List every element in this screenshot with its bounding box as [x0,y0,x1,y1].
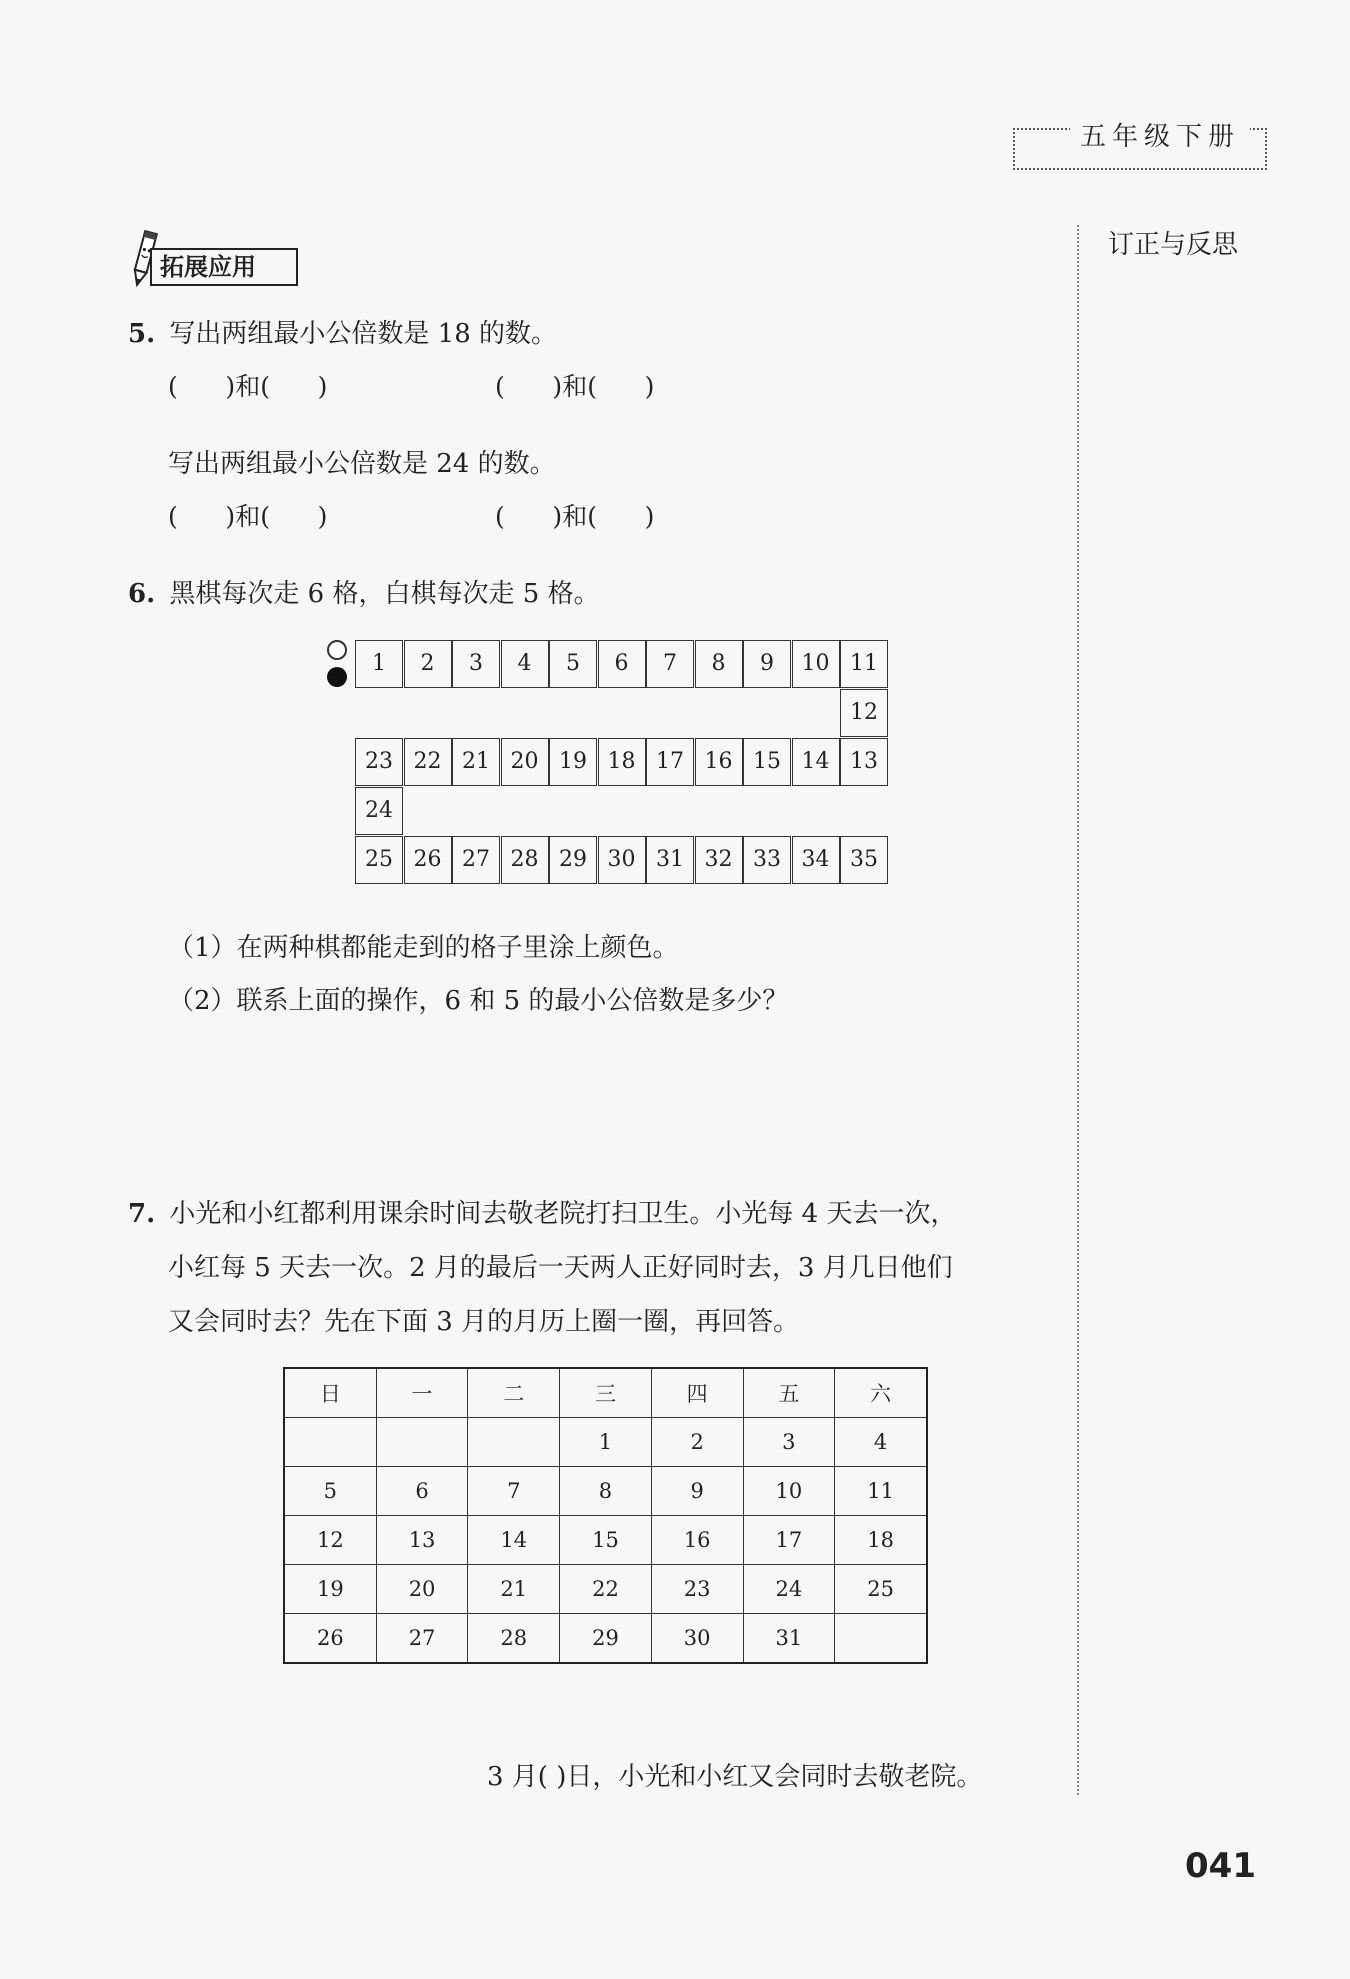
board-cell[interactable]: 17 [646,738,694,786]
board-cell[interactable]: 15 [743,738,791,786]
board-cell[interactable]: 27 [452,836,500,884]
board-cell[interactable]: 31 [646,836,694,884]
board-cell[interactable]: 11 [840,640,888,688]
q5-line [128,313,557,350]
calendar-day-cell[interactable]: 25 [835,1565,927,1614]
page-number: 041 [1185,1846,1256,1886]
weekday-sun: 日 [284,1368,376,1418]
board-cell[interactable]: 14 [792,738,840,786]
board-cell[interactable]: 7 [646,640,694,688]
board-cell[interactable]: 3 [452,640,500,688]
board-cell[interactable]: 4 [501,640,549,688]
board-cell[interactable]: 6 [598,640,646,688]
calendar-day-cell[interactable]: 2 [651,1418,743,1467]
q7-answer[interactable]: 3 月( )日，小光和小红又会同时去敬老院。 [487,1762,983,1792]
calendar-day-cell[interactable]: 31 [743,1614,835,1664]
calendar-day-cell[interactable]: 4 [835,1418,927,1467]
calendar-day-cell[interactable]: 22 [560,1565,652,1614]
board-cell[interactable]: 1 [355,640,403,688]
white-stone-icon [327,640,347,660]
calendar-week-row [284,1565,927,1614]
board-cell[interactable]: 26 [404,836,452,884]
margin-divider [1077,225,1079,1795]
board-cell[interactable]: 19 [549,738,597,786]
q6-sub-2: （2）联系上面的操作，6 和 5 的最小公倍数是多少？ [168,986,789,1016]
q7-text-2: 小红每 5 天去一次。2 月的最后一天两人正好同时去，3 月几日他们 [168,1253,953,1283]
board-cell[interactable]: 32 [695,836,743,884]
board-cell[interactable]: 9 [743,640,791,688]
calendar-day-cell[interactable]: 5 [284,1467,376,1516]
board-cell[interactable]: 13 [840,738,888,786]
calendar-day-cell[interactable]: 23 [651,1565,743,1614]
q7-text-3: 又会同时去？先在下面 3 月的月历上圈一圈，再回答。 [168,1307,800,1337]
calendar-day-cell[interactable]: 9 [651,1467,743,1516]
weekday-fri: 五 [743,1368,835,1418]
q6-sub-1: （1）在两种棋都能走到的格子里涂上颜色。 [168,933,679,963]
calendar-week-row [284,1467,927,1516]
q6-line [128,573,600,610]
calendar-day-cell[interactable]: 27 [376,1614,468,1664]
section-title: 拓展应用 [150,248,298,286]
calendar-day-cell[interactable]: 28 [468,1614,560,1664]
board-cell[interactable]: 29 [549,836,597,884]
board-cell[interactable]: 2 [404,640,452,688]
q5-prompt-1: 写出两组最小公倍数是 18 的数。 [169,319,558,349]
calendar-week-row [284,1516,927,1565]
calendar-day-cell[interactable]: 1 [560,1418,652,1467]
calendar-day-cell[interactable]: 13 [376,1516,468,1565]
margin-title: 订正与反思 [1108,230,1239,260]
calendar-day-cell[interactable]: 17 [743,1516,835,1565]
board-cell[interactable]: 34 [792,836,840,884]
calendar-week-row [284,1418,927,1467]
weekday-tue: 二 [468,1368,560,1418]
q5-blank-1b[interactable]: ( )和( ) [495,372,655,401]
board-cell[interactable]: 8 [695,640,743,688]
board-cell[interactable]: 21 [452,738,500,786]
board-cell[interactable]: 22 [404,738,452,786]
q5-number: 5. [128,319,156,349]
calendar-day-cell[interactable]: 19 [284,1565,376,1614]
calendar-day-cell[interactable]: 6 [376,1467,468,1516]
q6-number: 6. [128,579,156,609]
calendar-header-row [284,1368,927,1418]
board-cell[interactable]: 16 [695,738,743,786]
board-cell[interactable]: 10 [792,640,840,688]
calendar-day-cell[interactable] [468,1418,560,1467]
calendar-day-cell[interactable]: 29 [560,1614,652,1664]
q5-prompt-2: 写出两组最小公倍数是 24 的数。 [168,449,556,479]
march-calendar [283,1367,928,1664]
q5-blank-2a[interactable]: ( )和( ) [168,502,328,531]
weekday-thu: 四 [651,1368,743,1418]
calendar-day-cell[interactable] [376,1418,468,1467]
calendar-day-cell[interactable]: 16 [651,1516,743,1565]
calendar-day-cell[interactable]: 20 [376,1565,468,1614]
board-cell[interactable]: 28 [501,836,549,884]
q5-blank-2b[interactable]: ( )和( ) [495,502,655,531]
calendar-day-cell[interactable]: 7 [468,1467,560,1516]
board-cell[interactable]: 12 [840,689,888,737]
calendar-day-cell[interactable]: 8 [560,1467,652,1516]
q6-prompt: 黑棋每次走 6 格，白棋每次走 5 格。 [169,579,600,609]
board-cell[interactable]: 30 [598,836,646,884]
board-cell[interactable]: 23 [355,738,403,786]
grade-label: 五年级下册 [1070,116,1250,153]
q7-text-1: 小光和小红都利用课余时间去敬老院打扫卫生。小光每 4 天去一次， [169,1199,957,1229]
calendar-day-cell[interactable]: 18 [835,1516,927,1565]
q7-line-1 [128,1193,957,1230]
board-cell[interactable]: 35 [840,836,888,884]
calendar-day-cell[interactable]: 14 [468,1516,560,1565]
q5-blank-1a[interactable]: ( )和( ) [168,372,328,401]
q7-number: 7. [128,1199,156,1229]
calendar-day-cell[interactable]: 26 [284,1614,376,1664]
calendar-day-cell[interactable] [835,1614,927,1664]
weekday-sat: 六 [835,1368,927,1418]
board-cell[interactable]: 25 [355,836,403,884]
calendar-day-cell[interactable] [284,1418,376,1467]
board-cell[interactable]: 20 [501,738,549,786]
black-stone-icon [327,667,347,687]
board-cell[interactable]: 18 [598,738,646,786]
weekday-mon: 一 [376,1368,468,1418]
calendar-day-cell[interactable]: 11 [835,1467,927,1516]
calendar-day-cell[interactable]: 3 [743,1418,835,1467]
board-cell[interactable]: 24 [355,787,403,835]
calendar-day-cell[interactable]: 10 [743,1467,835,1516]
calendar-day-cell[interactable]: 30 [651,1614,743,1664]
calendar-day-cell[interactable]: 21 [468,1565,560,1614]
calendar-week-row [284,1614,927,1664]
calendar-day-cell[interactable]: 24 [743,1565,835,1614]
weekday-wed: 三 [560,1368,652,1418]
calendar-day-cell[interactable]: 12 [284,1516,376,1565]
board-cell[interactable]: 5 [549,640,597,688]
calendar-day-cell[interactable]: 15 [560,1516,652,1565]
board-cell[interactable]: 33 [743,836,791,884]
